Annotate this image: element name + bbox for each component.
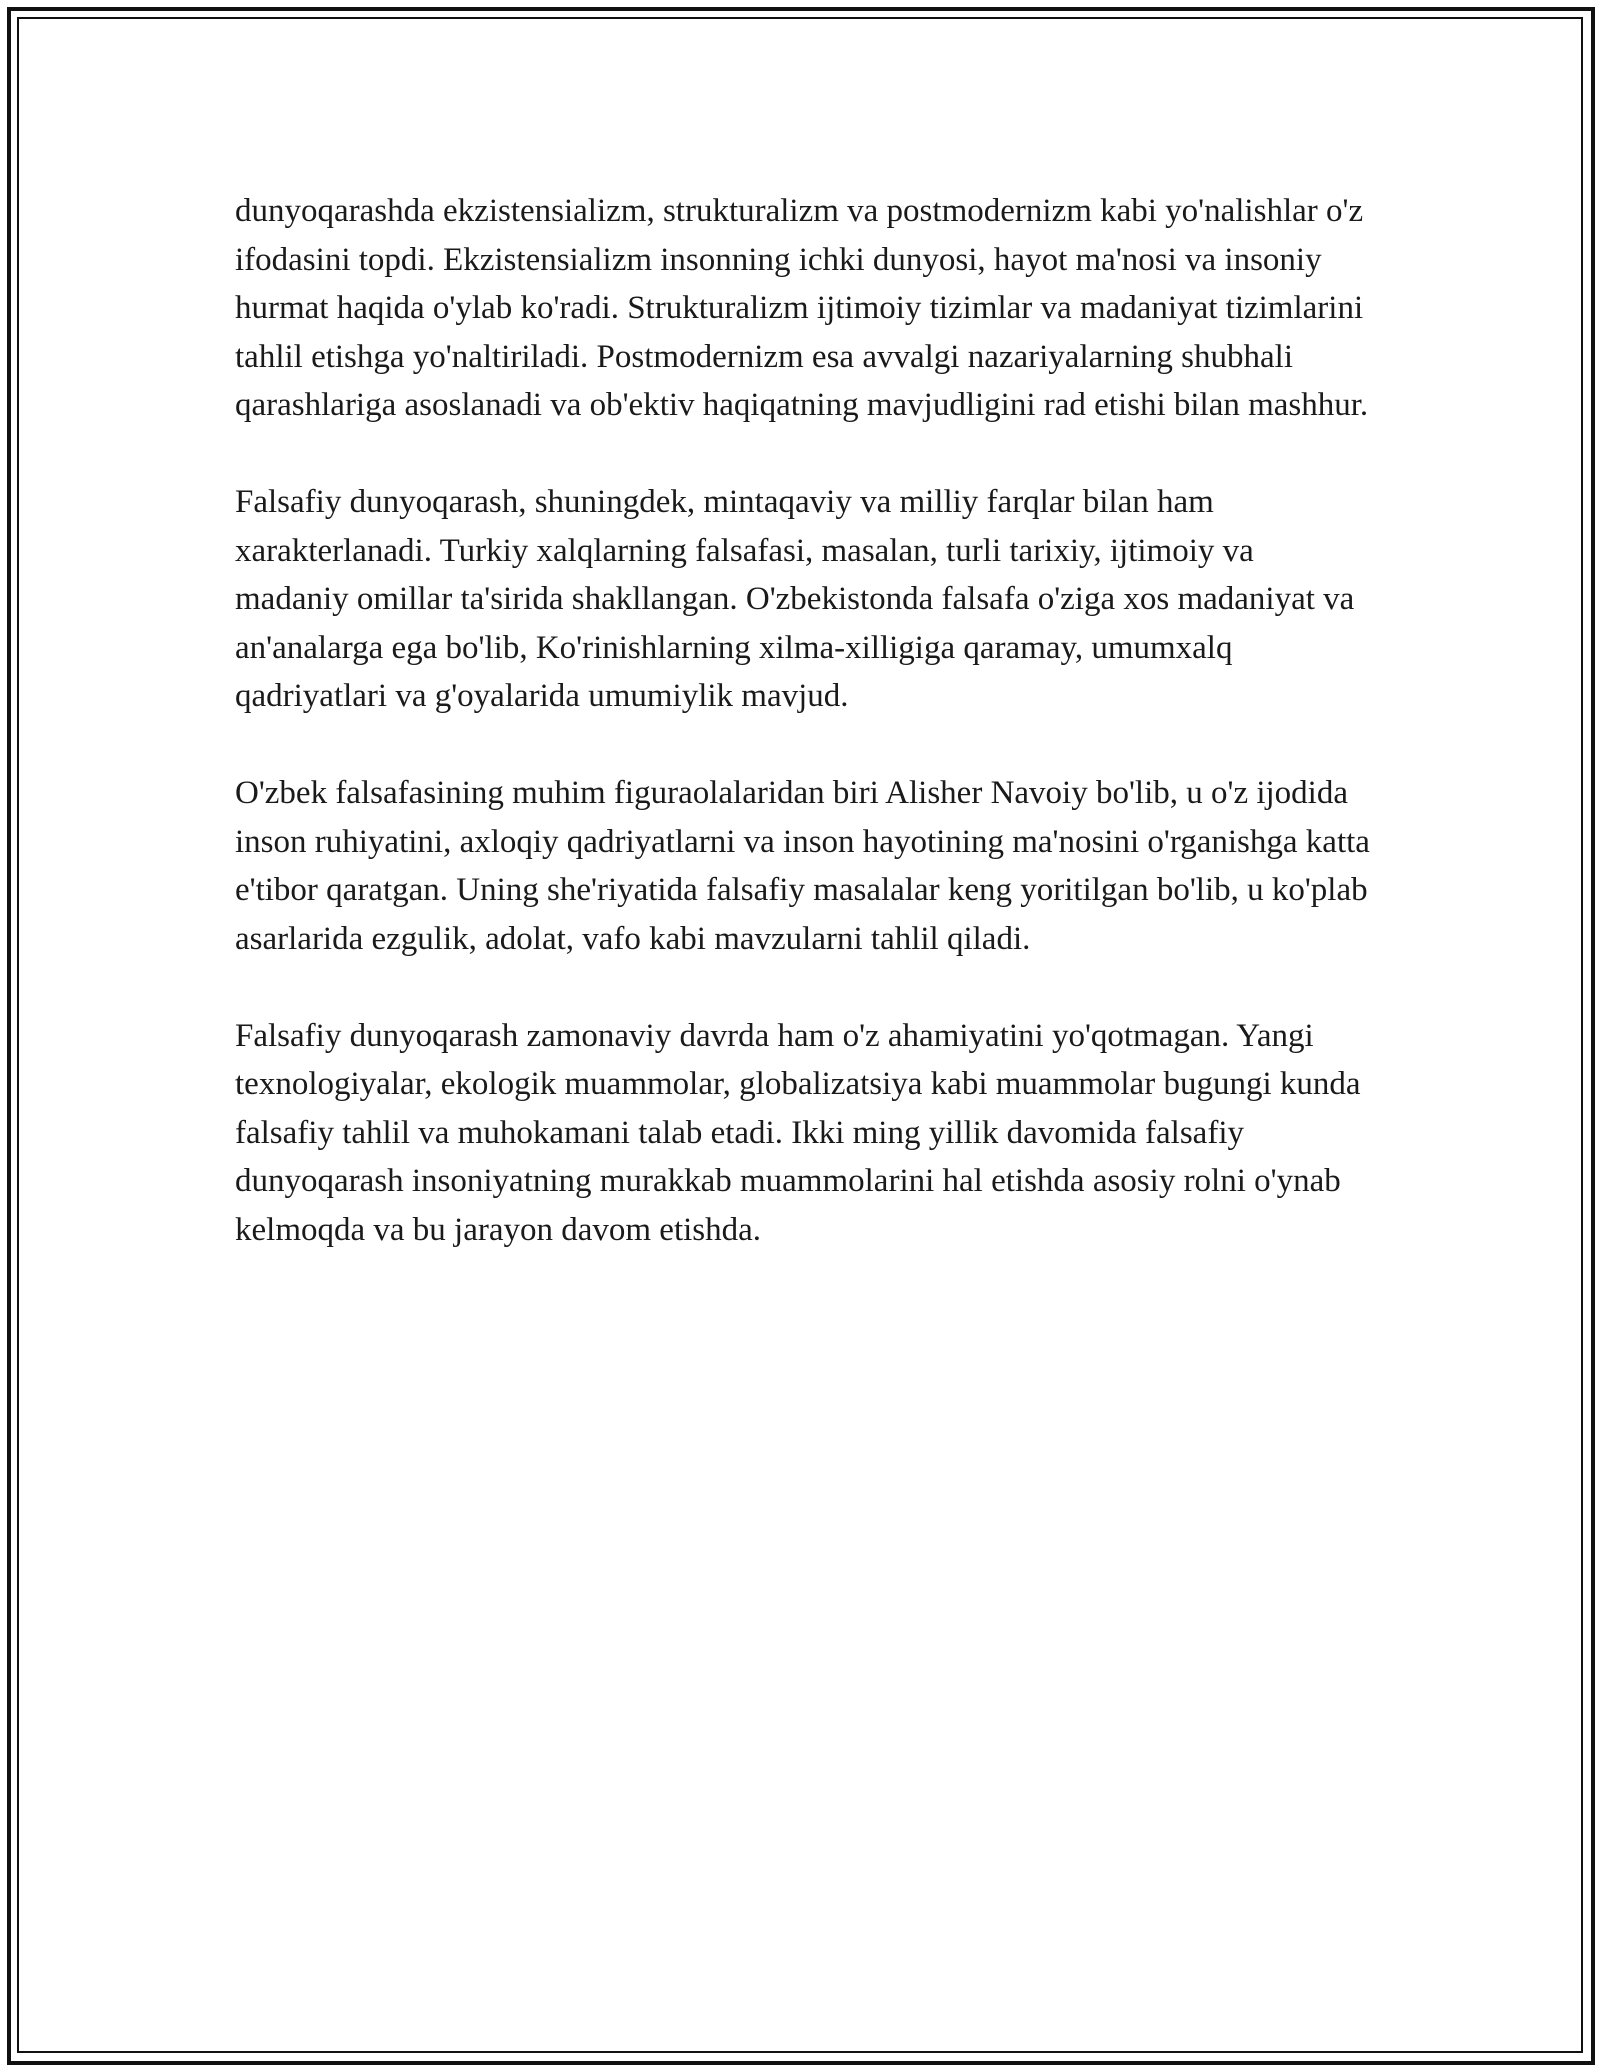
paragraph-regional-differences: Falsafiy dunyoqarash, shuningdek, mintaqaviy va milliy farqlar bilan ham xarakterlanadi. Turkiy xalqlarning falsafasi, masalan, turli tarixiy, ijtimoiy va madaniy omillar ta'sirida shakllangan. O'zbekistonda falsafa o'ziga xos madaniyat va an'analarga ega bo'lib, Ko'rinishlarning xilma-xilligiga qaramay, umumxalq qadriyatlari va g'oyalarida umumiylik mavjud.	[235, 484, 1355, 714]
document-body	[235, 187, 1375, 1254]
paragraph-alisher-navoiy: O'zbek falsafasining muhim figuraolalaridan biri Alisher Navoiy bo'lib, u o'z ijodida inson ruhiyatini, axloqiy qadriyatlarni va inson hayotining ma'nosini o'rganishga katta e'tibor qaratgan. Uning she'riyatida falsafiy masalalar keng yoritilgan bo'lib, u ko'plab asarlarida ezgulik, adolat, vafo kabi mavzularni tahlil qiladi.	[235, 775, 1370, 957]
paragraph-modern-relevance: Falsafiy dunyoqarash zamonaviy davrda ham o'z ahamiyatini yo'qotmagan. Yangi texnologiyalar, ekologik muammolar, globalizatsiya kabi muammolar bugungi kunda falsafiy tahlil va muhokamani talab etadi. Ikki ming yillik davomida falsafiy dunyoqarash insoniyatning murakkab muammolarini hal etishda asosiy rolni o'ynab kelmoqda va bu jarayon davom etishda.	[235, 1017, 1361, 1248]
paragraph-existentialism: dunyoqarashda ekzistensializm, strukturalizm va postmodernizm kabi yo'nalishlar o'z ifodasini topdi. Ekzistensializm insonning ichki dunyosi, hayot ma'nosi va insoniy hurmat haqida o'ylab ko'radi. Strukturalizm ijtimoiy tizimlar va madaniyat tizimlarini tahlil etishga yo'naltiriladi. Postmodernizm esa avvalgi nazariyalarning shubhali qarashlariga asoslanadi va ob'ektiv haqiqatning mavjudligini rad etishi bilan mashhur.	[235, 193, 1369, 423]
